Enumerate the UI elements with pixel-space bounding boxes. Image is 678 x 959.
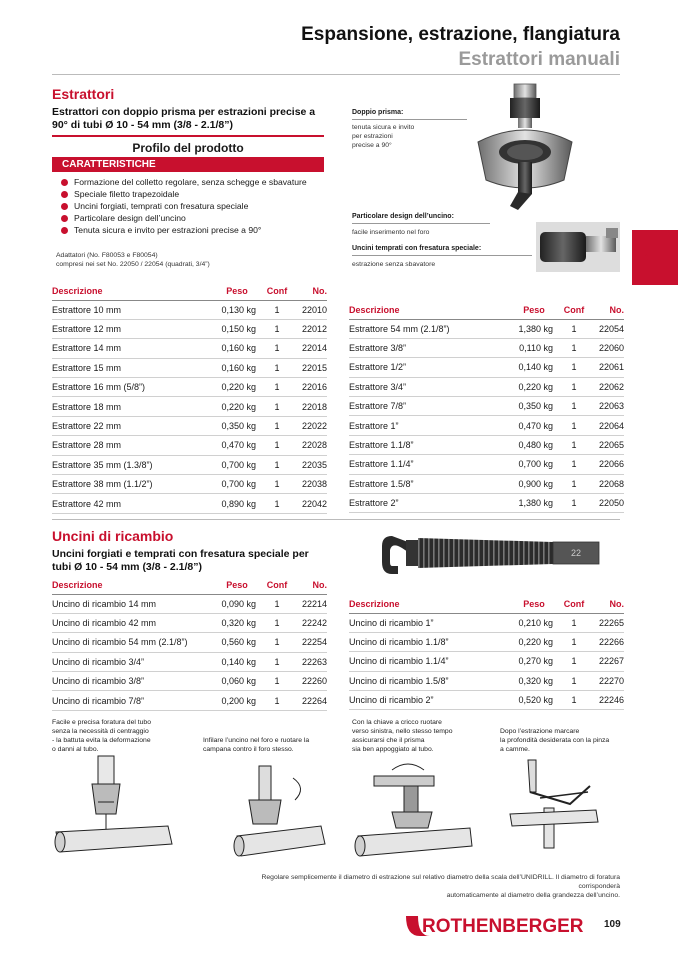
col-header-qty: Conf [262, 576, 292, 594]
cell-description: Uncino di ricambio 2” [349, 691, 509, 710]
cell-qty: 1 [262, 455, 292, 474]
extractors-description: Estrattori con doppio prisma per estrazioni precise a 90° di tubi Ø 10 - 54 mm (3/8 - 2.1/8”) [52, 106, 316, 131]
cell-number: 22015 [292, 358, 327, 377]
cell-weight: 0,320 kg [509, 671, 559, 690]
brand-name: ROTHENBERGER [422, 916, 584, 937]
cell-qty: 1 [559, 455, 589, 474]
cell-qty: 1 [559, 338, 589, 357]
cell-description: Estrattore 28 mm [52, 436, 212, 455]
cell-description: Uncino di ricambio 3/4” [52, 652, 212, 671]
cell-number: 22038 [292, 475, 327, 494]
cell-description: Estrattore 22 mm [52, 416, 212, 435]
hook-image [378, 528, 613, 578]
cell-description: Estrattore 3/8” [349, 338, 509, 357]
cell-qty: 1 [262, 475, 292, 494]
step-4-text [500, 727, 630, 754]
hook-closeup-image [536, 222, 620, 272]
adapter-note-line: Adattatori (No. F80053 e F80054) [56, 252, 158, 259]
callout-double-prism-title: Doppio prisma: [352, 109, 404, 116]
table-row [52, 652, 327, 671]
table-header-row [52, 576, 327, 594]
cell-qty: 1 [262, 300, 292, 319]
table-row [349, 397, 624, 416]
callout-line [352, 223, 490, 224]
header-divider [52, 74, 620, 75]
cell-weight: 0,560 kg [212, 633, 262, 652]
footnote-line: Regolare semplicemente il diametro di estrazione sul relativo diametro della scala dell’UNIDRILL. Il diametro di foratura corrisponderà [261, 874, 620, 890]
cell-description: Estrattore 12 mm [52, 319, 212, 338]
step-text-line: Facile e precisa foratura del tubo [52, 719, 151, 726]
cell-qty: 1 [559, 319, 589, 338]
cell-description: Uncino di ricambio 14 mm [52, 594, 212, 613]
table-row [349, 377, 624, 396]
cell-qty: 1 [262, 416, 292, 435]
callout-text-line: per estrazioni [352, 133, 393, 140]
cell-qty: 1 [559, 652, 589, 671]
table-row [349, 416, 624, 435]
cell-number: 22054 [589, 319, 624, 338]
cell-number: 22028 [292, 436, 327, 455]
cell-description: Estrattore 1/2” [349, 358, 509, 377]
cell-qty: 1 [559, 613, 589, 632]
cell-weight: 0,060 kg [212, 672, 262, 691]
step-3-illustration [352, 752, 477, 862]
table-row [52, 494, 327, 513]
cell-qty: 1 [559, 416, 589, 435]
cell-description: Uncino di ricambio 3/8” [52, 672, 212, 691]
cell-description: Estrattore 38 mm (1.1/2”) [52, 475, 212, 494]
col-header-description: Descrizione [349, 595, 509, 613]
extractor-table-left-body [52, 300, 327, 513]
table-header-row [52, 282, 327, 300]
step-2-illustration [203, 752, 328, 862]
cell-number: 22265 [589, 613, 624, 632]
cell-description: Uncino di ricambio 54 mm (2.1/8”) [52, 633, 212, 652]
col-header-weight: Peso [509, 301, 559, 319]
col-header-description: Descrizione [52, 576, 212, 594]
table-row [349, 613, 624, 632]
cell-weight: 0,200 kg [212, 691, 262, 710]
cell-weight: 0,350 kg [212, 416, 262, 435]
step-4-illustration [500, 752, 625, 862]
table-row [349, 435, 624, 454]
cell-number: 22016 [292, 378, 327, 397]
feature-item: Speciale filetto trapezoidale [60, 188, 330, 200]
cell-number: 22260 [292, 672, 327, 691]
cell-number: 22022 [292, 416, 327, 435]
cell-qty: 1 [262, 358, 292, 377]
page-title: Espansione, estrazione, flangiatura [301, 24, 620, 45]
cell-weight: 0,520 kg [509, 691, 559, 710]
hook-table-left-body [52, 594, 327, 710]
table-row [52, 691, 327, 710]
hook-table-right-body [349, 613, 624, 710]
cell-description: Estrattore 18 mm [52, 397, 212, 416]
cell-qty: 1 [262, 594, 292, 613]
step-1-illustration [52, 752, 177, 862]
cell-description: Estrattore 16 mm (5/8”) [52, 378, 212, 397]
cell-weight: 0,110 kg [509, 338, 559, 357]
cell-number: 22010 [292, 300, 327, 319]
cell-qty: 1 [262, 339, 292, 358]
callout-hardened-title: Uncini temprati con fresatura speciale: [352, 245, 482, 252]
footnote [230, 873, 620, 900]
cell-qty: 1 [262, 397, 292, 416]
feature-item: Tenuta sicura e invito per estrazioni precise a 90° [60, 224, 330, 236]
step-text-line: senza la necessità di centraggio [52, 728, 149, 735]
step-1-text [52, 718, 192, 754]
cell-weight: 0,480 kg [509, 435, 559, 454]
step-text-line: Con la chiave a cricco ruotare [352, 719, 442, 726]
table-row [349, 632, 624, 651]
cell-number: 22050 [589, 494, 624, 513]
cell-number: 22246 [589, 691, 624, 710]
feature-item: Formazione del colletto regolare, senza schegge e sbavature [60, 176, 330, 188]
cell-qty: 1 [559, 474, 589, 493]
table-header-row [349, 301, 624, 319]
col-header-number: No. [292, 576, 327, 594]
hooks-description: Uncini forgiati e temprati con fresatura speciale per tubi Ø 10 - 54 mm (3/8 - 2.1/8”) [52, 548, 309, 573]
cell-qty: 1 [262, 378, 292, 397]
step-text-line: la profondità desiderata con la pinza [500, 737, 610, 744]
step-text-line: verso sinistra, nello stesso tempo [352, 728, 453, 735]
extractor-table-right-body [349, 319, 624, 513]
step-text-line: o danni al tubo. [52, 746, 99, 753]
extractor-table-right [349, 301, 624, 513]
hook-table-right [349, 595, 624, 710]
cell-weight: 0,270 kg [509, 652, 559, 671]
cell-description: Estrattore 10 mm [52, 300, 212, 319]
cell-number: 22242 [292, 613, 327, 632]
col-header-number: No. [292, 282, 327, 300]
cell-weight: 1,380 kg [509, 319, 559, 338]
cell-qty: 1 [262, 319, 292, 338]
cell-weight: 0,890 kg [212, 494, 262, 513]
product-profile-title: Profilo del prodotto [132, 141, 244, 155]
cell-weight: 0,150 kg [212, 319, 262, 338]
hook-table-left [52, 576, 327, 711]
cell-number: 22263 [292, 652, 327, 671]
table-row [52, 319, 327, 338]
table-row [349, 474, 624, 493]
step-text-line: Infilare l’uncino nel foro e ruotare la [203, 737, 310, 744]
col-header-qty: Conf [559, 595, 589, 613]
table-row [52, 633, 327, 652]
table-row [52, 397, 327, 416]
hook-image-label: 22 [570, 548, 582, 558]
cell-weight: 0,220 kg [212, 378, 262, 397]
extractor-tool-image [460, 80, 590, 220]
chapter-tab [632, 230, 678, 285]
table-row [52, 672, 327, 691]
cell-description: Estrattore 1.1/4” [349, 455, 509, 474]
callout-text-line: precise a 90° [352, 142, 392, 149]
cell-weight: 0,700 kg [212, 475, 262, 494]
col-header-qty: Conf [559, 301, 589, 319]
cell-description: Estrattore 35 mm (1.3/8”) [52, 455, 212, 474]
cell-weight: 0,220 kg [212, 397, 262, 416]
page-subtitle: Estrattori manuali [458, 49, 620, 70]
table-row [52, 300, 327, 319]
step-text-line: Dopo l’estrazione marcare [500, 728, 580, 735]
extractor-table-left [52, 282, 327, 514]
table-row [349, 652, 624, 671]
cell-description: Estrattore 1.5/8” [349, 474, 509, 493]
step-text-line: sia ben appoggiato al tubo. [352, 746, 434, 753]
cell-weight: 0,220 kg [509, 632, 559, 651]
cell-number: 22068 [589, 474, 624, 493]
step-text-line: assicurarsi che il prisma [352, 737, 425, 744]
cell-weight: 0,470 kg [509, 416, 559, 435]
cell-qty: 1 [559, 435, 589, 454]
col-header-number: No. [589, 595, 624, 613]
cell-weight: 0,700 kg [212, 455, 262, 474]
chapter-tab-number: 4 [644, 250, 651, 264]
cell-number: 22060 [589, 338, 624, 357]
col-header-weight: Peso [212, 576, 262, 594]
cell-number: 22266 [589, 632, 624, 651]
step-text-line: - la battuta evita la deformazione [52, 737, 151, 744]
cell-description: Estrattore 14 mm [52, 339, 212, 358]
cell-number: 22012 [292, 319, 327, 338]
cell-number: 22267 [589, 652, 624, 671]
col-header-number: No. [589, 301, 624, 319]
features-list [60, 176, 330, 236]
extractors-title: Estrattori [52, 86, 115, 102]
cell-number: 22264 [292, 691, 327, 710]
table-row [52, 339, 327, 358]
table-row [349, 358, 624, 377]
cell-weight: 0,320 kg [212, 613, 262, 632]
callout-hardened-text: estrazione senza sbavatore [352, 261, 436, 268]
cell-description: Estrattore 42 mm [52, 494, 212, 513]
cell-weight: 0,900 kg [509, 474, 559, 493]
cell-qty: 1 [262, 436, 292, 455]
cell-qty: 1 [559, 358, 589, 377]
callout-hook-design-text: facile inserimento nel foro [352, 229, 430, 236]
table-row [52, 416, 327, 435]
cell-weight: 1,380 kg [509, 494, 559, 513]
cell-number: 22066 [589, 455, 624, 474]
table-row [52, 378, 327, 397]
step-text-line: a camme. [500, 746, 530, 753]
table-row [349, 691, 624, 710]
cell-description: Estrattore 1.1/8” [349, 435, 509, 454]
cell-weight: 0,350 kg [509, 397, 559, 416]
cell-number: 22042 [292, 494, 327, 513]
table-row [52, 358, 327, 377]
product-profile-box [52, 135, 324, 159]
table-row [52, 594, 327, 613]
cell-weight: 0,220 kg [509, 377, 559, 396]
col-header-qty: Conf [262, 282, 292, 300]
cell-qty: 1 [262, 691, 292, 710]
table-row [52, 475, 327, 494]
table-header-row [349, 595, 624, 613]
cell-number: 22014 [292, 339, 327, 358]
cell-description: Estrattore 2” [349, 494, 509, 513]
table-row [349, 338, 624, 357]
cell-qty: 1 [559, 632, 589, 651]
cell-number: 22062 [589, 377, 624, 396]
adapter-note-line: compresi nei set No. 22050 / 22054 (quadrati, 3/4”) [56, 261, 210, 268]
cell-qty: 1 [559, 377, 589, 396]
cell-description: Estrattore 7/8” [349, 397, 509, 416]
cell-description: Estrattore 1” [349, 416, 509, 435]
page-number: 109 [604, 919, 621, 930]
cell-weight: 0,160 kg [212, 339, 262, 358]
col-header-weight: Peso [509, 595, 559, 613]
col-header-weight: Peso [212, 282, 262, 300]
step-3-text [352, 718, 492, 754]
cell-description: Uncino di ricambio 1.1/8” [349, 632, 509, 651]
callout-text-line: tenuta sicura e invito [352, 124, 415, 131]
table-row [349, 455, 624, 474]
cell-description: Estrattore 54 mm (2.1/8”) [349, 319, 509, 338]
cell-number: 22063 [589, 397, 624, 416]
table-row [52, 455, 327, 474]
cell-description: Uncino di ricambio 1.5/8” [349, 671, 509, 690]
footnote-line: automaticamente al diametro della grandezza dell’uncino. [446, 892, 620, 899]
rothenberger-logo [402, 910, 592, 942]
cell-description: Uncino di ricambio 1” [349, 613, 509, 632]
table-row [52, 613, 327, 632]
step-text-line: campana contro il foro stesso. [203, 746, 294, 753]
section-divider [52, 519, 620, 520]
callout-double-prism-text [352, 123, 414, 150]
cell-weight: 0,140 kg [212, 652, 262, 671]
feature-item: Uncini forgiati, temprati con fresatura speciale [60, 200, 330, 212]
cell-description: Uncino di ricambio 42 mm [52, 613, 212, 632]
cell-number: 22254 [292, 633, 327, 652]
adapter-note [56, 251, 210, 269]
col-header-description: Descrizione [349, 301, 509, 319]
feature-item: Particolare design dell’uncino [60, 212, 330, 224]
cell-qty: 1 [262, 633, 292, 652]
cell-qty: 1 [559, 397, 589, 416]
cell-weight: 0,160 kg [212, 358, 262, 377]
cell-number: 22035 [292, 455, 327, 474]
cell-description: Estrattore 3/4” [349, 377, 509, 396]
callout-line [352, 119, 467, 120]
cell-qty: 1 [262, 672, 292, 691]
features-bar: CARATTERISTICHE [52, 157, 324, 172]
callout-line [352, 255, 532, 256]
cell-weight: 0,700 kg [509, 455, 559, 474]
cell-description: Estrattore 15 mm [52, 358, 212, 377]
cell-qty: 1 [559, 691, 589, 710]
cell-weight: 0,140 kg [509, 358, 559, 377]
cell-weight: 0,130 kg [212, 300, 262, 319]
cell-qty: 1 [559, 494, 589, 513]
cell-description: Uncino di ricambio 1.1/4” [349, 652, 509, 671]
cell-qty: 1 [262, 652, 292, 671]
cell-weight: 0,090 kg [212, 594, 262, 613]
cell-description: Uncino di ricambio 7/8” [52, 691, 212, 710]
cell-number: 22064 [589, 416, 624, 435]
table-row [349, 671, 624, 690]
cell-weight: 0,210 kg [509, 613, 559, 632]
cell-number: 22065 [589, 435, 624, 454]
table-row [349, 319, 624, 338]
cell-weight: 0,470 kg [212, 436, 262, 455]
cell-number: 22061 [589, 358, 624, 377]
cell-qty: 1 [262, 494, 292, 513]
cell-qty: 1 [559, 671, 589, 690]
cell-qty: 1 [262, 613, 292, 632]
cell-number: 22018 [292, 397, 327, 416]
cell-number: 22214 [292, 594, 327, 613]
callout-hook-design-title: Particolare design dell’uncino: [352, 213, 454, 220]
cell-number: 22270 [589, 671, 624, 690]
table-row [52, 436, 327, 455]
table-row [349, 494, 624, 513]
col-header-description: Descrizione [52, 282, 212, 300]
hooks-title: Uncini di ricambio [52, 528, 174, 544]
